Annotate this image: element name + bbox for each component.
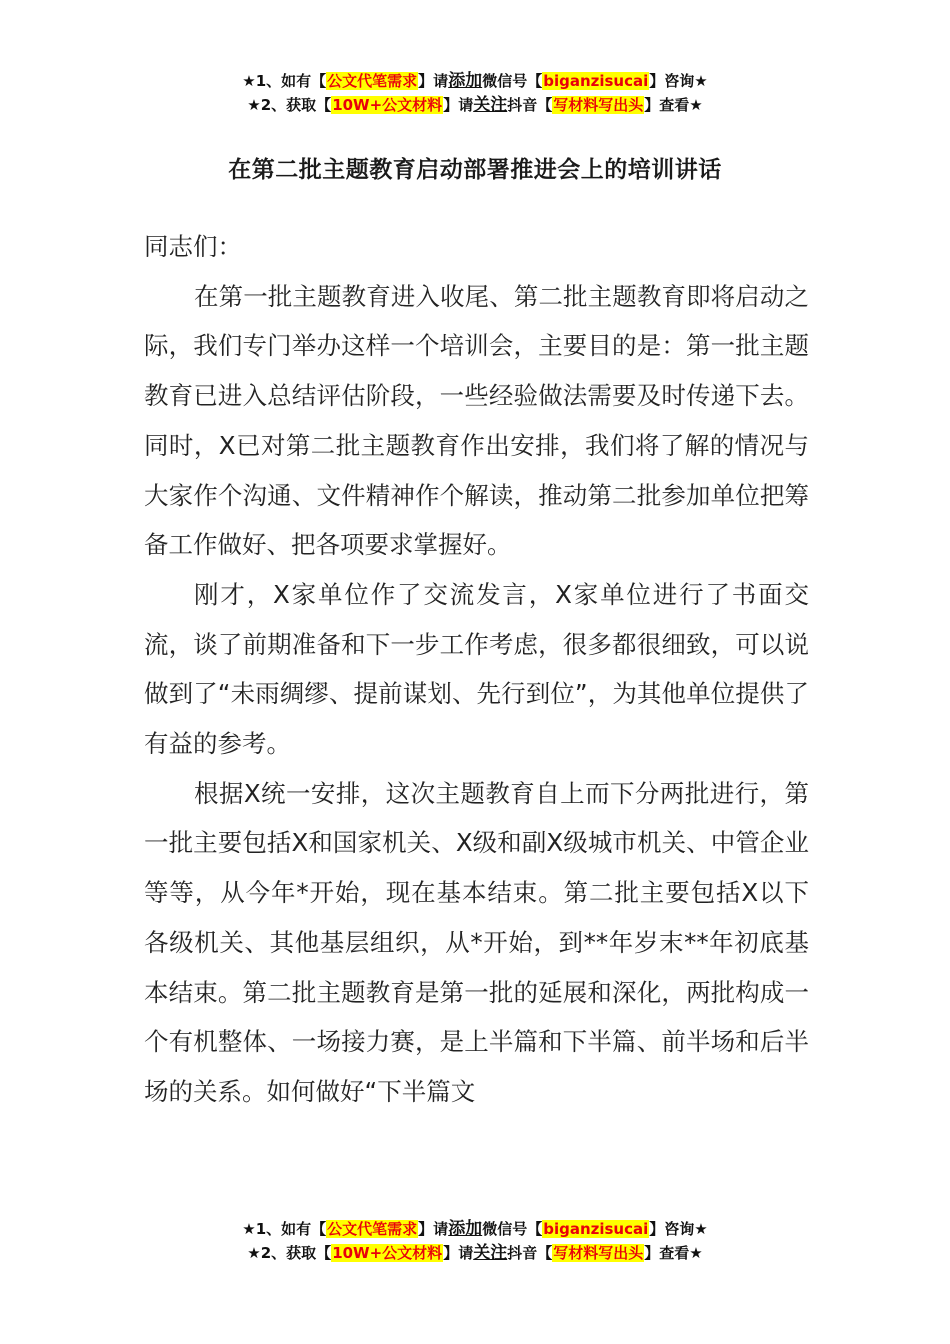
highlight-materials: 10W+公文材料 [332,1244,443,1262]
body-paragraph-1: 在第一批主题教育进入收尾、第二批主题教育即将启动之际，我们专门举办这样一个培训会，主要目的是：第一批主题教育已进入总结评估阶段，一些经验做法需要及时传递下去。同时，X已对第二批主题教育作出安排，我们将了解的情况与大家作个沟通、文件精神作个解读，推动第二批参加单位把筹备工作做好、把各项要求掌握好。 [144,281,809,560]
banner-text: 微信号【 [482,72,543,90]
document-body [144,222,809,1117]
salutation: 同志们： [144,232,242,261]
star-icon: ★ [242,72,256,90]
footer-banner-line-1 [0,1217,950,1241]
star-icon: ★ [694,72,708,90]
emphasis-follow: 关注 [473,1243,508,1263]
banner-text: 】请 [418,1220,449,1238]
banner-text: 抖音【 [507,1244,553,1262]
star-icon: ★ [242,1220,256,1238]
highlight-douyin-account: 写材料写出头 [553,1244,644,1262]
highlight-douyin-account: 写材料写出头 [553,96,644,114]
star-icon: ★ [247,1244,261,1262]
banner-text: 】请 [443,96,474,114]
banner-text: 2、获取【 [260,96,332,114]
banner-text: 】咨询 [649,1220,695,1238]
banner-text: 1、如有【 [255,1220,327,1238]
banner-text: 】咨询 [649,72,695,90]
document-title: 在第二批主题教育启动部署推进会上的培训讲话 [228,157,722,183]
emphasis-add: 添加 [448,1219,483,1239]
banner-text: 】查看 [644,1244,690,1262]
highlight-wechat-id: biganzisucai [543,1220,649,1238]
emphasis-add: 添加 [448,71,483,91]
header-banner [0,69,950,117]
body-paragraph-3: 根据X统一安排，这次主题教育自上而下分两批进行，第一批主要包括X和国家机关、X级和副X级城市机关、中管企业等等，从今年*开始，现在基本结束。第二批主要包括X以下各级机关、其他基层组织，从*开始，到**年岁末**年初底基本结束。第二批主题教育是第一批的延展和深化，两批构成一个有机整体、一场接力赛，是上半篇和下半篇、前半场和后半场的关系。如何做好“下半篇文 [144,778,809,1106]
footer-banner-line-2 [0,1241,950,1265]
star-icon: ★ [689,1244,703,1262]
highlight-wechat-id: biganzisucai [543,72,649,90]
footer-banner [0,1217,950,1265]
star-icon: ★ [694,1220,708,1238]
banner-text: 微信号【 [482,1220,543,1238]
emphasis-follow: 关注 [473,95,508,115]
highlight-materials: 10W+公文材料 [332,96,443,114]
banner-text: 】请 [418,72,449,90]
banner-text: 】查看 [644,96,690,114]
banner-text: 2、获取【 [260,1244,332,1262]
star-icon: ★ [689,96,703,114]
header-banner-line-2 [0,93,950,117]
body-paragraph-2: 刚才，X家单位作了交流发言，X家单位进行了书面交流，谈了前期准备和下一步工作考虑，很多都很细致，可以说做到了“未雨绸缪、提前谋划、先行到位”，为其他单位提供了有益的参考。 [144,579,809,759]
header-banner-line-1 [0,69,950,93]
highlight-writing-service: 公文代笔需求 [327,72,418,90]
banner-text: 】请 [443,1244,474,1262]
star-icon: ★ [247,96,261,114]
banner-text: 抖音【 [507,96,553,114]
highlight-writing-service: 公文代笔需求 [327,1220,418,1238]
banner-text: 1、如有【 [255,72,327,90]
